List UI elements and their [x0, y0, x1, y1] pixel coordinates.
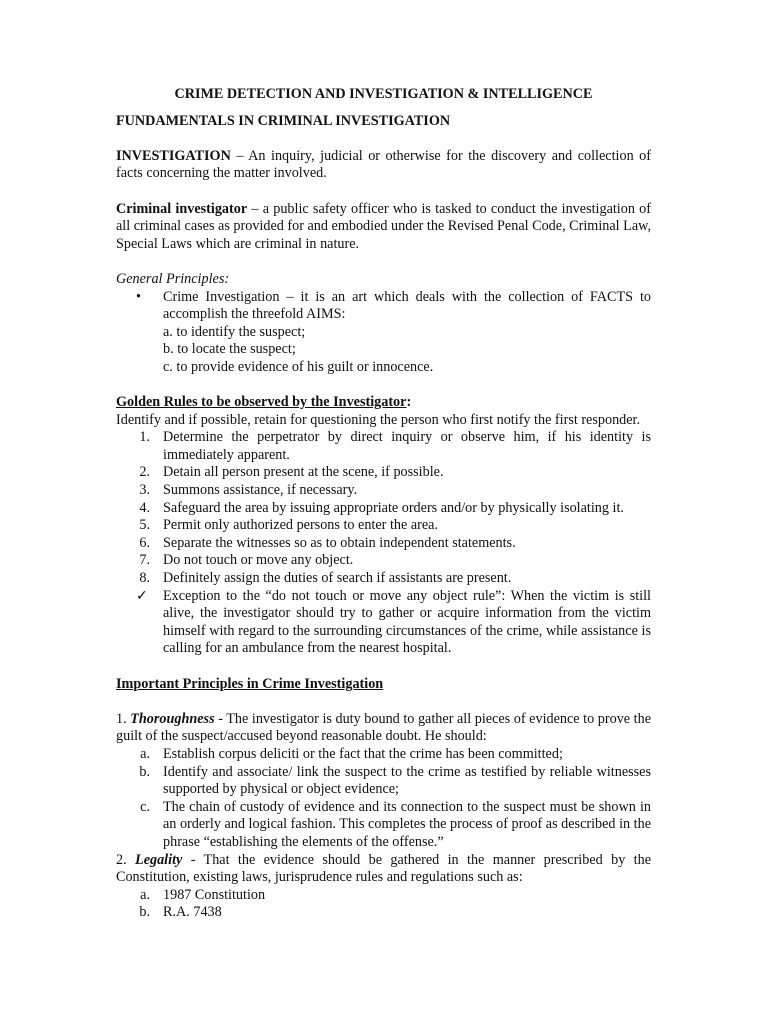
- investigation-text: – An inquiry, judicial or otherwise for the discovery and collection of facts concerning the matter involved.: [116, 147, 651, 182]
- aim-item: b. to locate the suspect;: [163, 341, 296, 358]
- list-item: [116, 289, 651, 324]
- legality-term: Legality: [135, 851, 183, 868]
- list-item: [116, 570, 651, 588]
- document-title: CRIME DETECTION AND INVESTIGATION & INTELLIGENCE: [174, 86, 593, 102]
- criminal-investigator-term: Criminal investigator: [116, 200, 248, 217]
- investigation-definition: [116, 148, 651, 183]
- thoroughness-text: The investigator is duty bound to gather all pieces of evidence to prove the guilt of the suspect/accused beyond reasonable doubt. He should:: [116, 710, 652, 745]
- exception-text: Exception to the “do not touch or move any object rule”: When the victim is still alive, the investigator should try to gather or acquire information from the victim himself with regard to the surrounding circumstances of the crime, while assistance is calling for an ambulance from the nearest hospital.: [163, 587, 651, 657]
- golden-rules-intro: Identify and if possible, retain for questioning the person who first notify the first responder.: [116, 411, 641, 428]
- list-text: Do not touch or move any object.: [163, 552, 354, 569]
- list-item: [116, 552, 651, 570]
- list-number: 3.: [139, 482, 150, 499]
- list-text: Detain all person present at the scene, if possible.: [163, 464, 444, 481]
- document-subtitle: FUNDAMENTALS IN CRIMINAL INVESTIGATION: [116, 112, 451, 129]
- list-number: 2.: [139, 464, 150, 481]
- important-principles-heading: Important Principles in Crime Investigation: [116, 675, 384, 692]
- list-number: 6.: [139, 534, 150, 551]
- legality-paragraph: [116, 852, 651, 887]
- criminal-investigator-text: – a public safety officer who is tasked to conduct the investigation of all criminal cases as provided for and embodied under the Revised Penal Code, Criminal Law, Special Laws which are criminal in nature.: [116, 200, 651, 252]
- golden-rules-heading: Golden Rules to be observed by the Investigator: [116, 394, 407, 411]
- general-principles-list: [116, 289, 651, 324]
- list-text: Permit only authorized persons to enter the area.: [163, 517, 438, 534]
- list-text: Safeguard the area by issuing appropriate orders and/or by physically isolating it.: [163, 499, 624, 516]
- list-number: 8.: [139, 570, 150, 587]
- list-number: 7.: [139, 552, 150, 569]
- document-body: [116, 86, 651, 922]
- thoroughness-list: [116, 746, 651, 852]
- list-text: Definitely assign the duties of search if assistants are present.: [163, 570, 512, 587]
- criminal-investigator-definition: [116, 201, 651, 254]
- crime-investigation-text: Crime Investigation – it is an art which deals with the collection of FACTS to accomplish the threefold AIMS:: [163, 288, 651, 323]
- list-letter: a.: [140, 745, 150, 762]
- list-text: The chain of custody of evidence and its connection to the suspect must be shown in an orderly and logical fashion. This completes the process of proof as described in the phrase “establishing the elements of the offense.”: [163, 798, 651, 850]
- list-item: [116, 535, 651, 553]
- thoroughness-term: Thoroughness: [130, 710, 215, 727]
- investigation-term: INVESTIGATION: [116, 147, 231, 164]
- legality-list: [116, 887, 651, 922]
- list-item: [116, 887, 651, 905]
- list-item: [116, 746, 651, 764]
- list-text: R.A. 7438: [163, 904, 222, 921]
- list-item: [116, 482, 651, 500]
- legality-number: 2.: [116, 851, 136, 868]
- list-text: Summons assistance, if necessary.: [163, 482, 358, 499]
- list-text: Separate the witnesses so as to obtain independent statements.: [163, 534, 516, 551]
- general-principles-heading: General Principles:: [116, 270, 230, 287]
- list-letter: b.: [139, 904, 150, 921]
- list-letter: b.: [139, 763, 150, 780]
- list-text: Determine the perpetrator by direct inquiry or observe him, if his identity is immediately apparent.: [163, 429, 651, 463]
- checkmark-icon: ✓: [136, 587, 148, 604]
- list-letter: c.: [140, 798, 150, 815]
- list-number: 4.: [139, 499, 150, 516]
- golden-rules-heading-line: [116, 394, 651, 412]
- thoroughness-dash: -: [214, 710, 227, 727]
- thoroughness-paragraph: [116, 711, 651, 746]
- list-text: 1987 Constitution: [163, 886, 266, 903]
- thoroughness-number: 1.: [116, 710, 131, 727]
- aim-item: c. to provide evidence of his guilt or innocence.: [163, 358, 434, 375]
- list-item: [116, 429, 651, 464]
- list-text: Establish corpus deliciti or the fact that the crime has been committed;: [163, 745, 563, 762]
- list-text: Identify and associate/ link the suspect to the crime as testified by reliable witnesses supported by physical or object evidence;: [163, 763, 651, 798]
- list-item: [116, 799, 651, 852]
- list-number: 5.: [139, 517, 150, 534]
- list-item: [116, 517, 651, 535]
- golden-rules-colon: :: [406, 394, 412, 411]
- golden-rules-list: [116, 429, 651, 658]
- exception-item: [116, 588, 651, 658]
- list-item: [116, 764, 651, 799]
- list-item: [116, 464, 651, 482]
- list-item: [116, 904, 651, 922]
- aim-item: a. to identify the suspect;: [163, 323, 306, 340]
- list-item: [116, 500, 651, 518]
- list-number: 1.: [139, 429, 150, 446]
- bullet-icon: •: [136, 288, 141, 305]
- list-letter: a.: [140, 886, 150, 903]
- legality-text: - That the evidence should be gathered in the manner prescribed by the Constitution, existing laws, jurisprudence rules and regulations such as:: [116, 851, 652, 886]
